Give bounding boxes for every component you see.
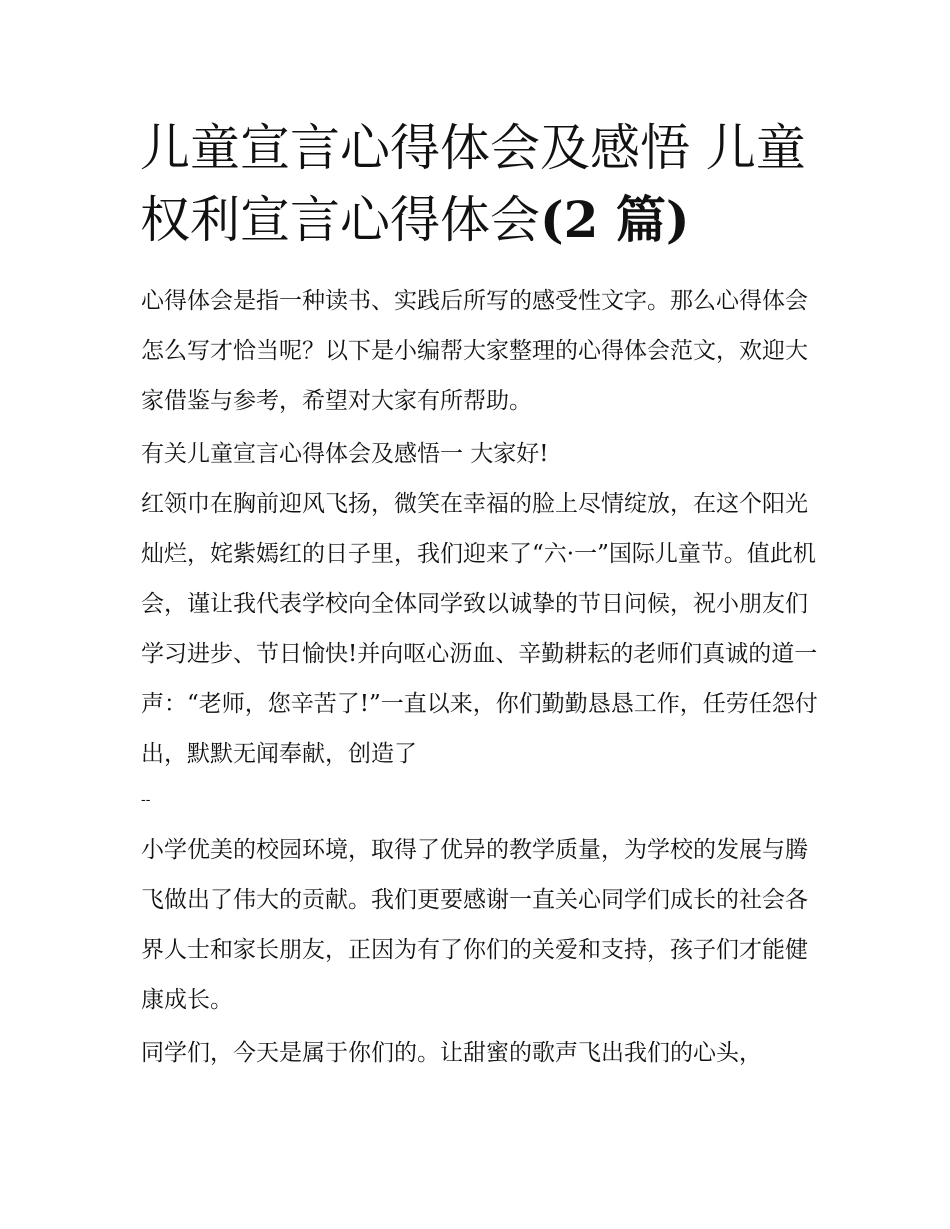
title-suffix: (2 篇) xyxy=(540,190,690,249)
document-title xyxy=(140,112,820,256)
body-paragraph-1: 红领巾在胸前迎风飞扬，微笑在幸福的脸上尽情绽放，在这个阳光灿烂，姹紫嫣红的日子里，我们迎来了“六·一”国际儿童节。值此机会，谨让我代表学校向全体同学致以诚挚的节日问候，祝小朋友们学习进步、节日愉快!并向呕心沥血、辛勤耕耘的老师们真诚的道一声：“老师，您辛苦了!”一直以来，你们勤勤恳恳工作，任劳任怨付出，默默无闻奉献，创造了 xyxy=(141,491,818,767)
separator-mark: -- xyxy=(141,792,151,808)
intro-paragraph: 心得体会是指一种读书、实践后所写的感受性文字。那么心得体会怎么写才恰当呢？以下是小编帮大家整理的心得体会范文，欢迎大家借鉴与参考，希望对大家有所帮助。 xyxy=(141,288,808,414)
section-heading: 有关儿童宣言心得体会及感悟一 大家好! xyxy=(141,441,549,467)
body-paragraph-2: 小学优美的校园环境，取得了优异的教学质量，为学校的发展与腾飞做出了伟大的贡献。我们更要感谢一直关心同学们成长的社会各界人士和家长朋友，正因为有了你们的关爱和支持，孩子们才能健康成长。 xyxy=(141,837,808,1013)
body-paragraph-3: 同学们，今天是属于你们的。让甜蜜的歌声飞出我们的心头， xyxy=(141,1040,762,1066)
title-text: 儿童宣言心得体会及感悟 儿童权利宣言心得体会 xyxy=(140,119,806,249)
